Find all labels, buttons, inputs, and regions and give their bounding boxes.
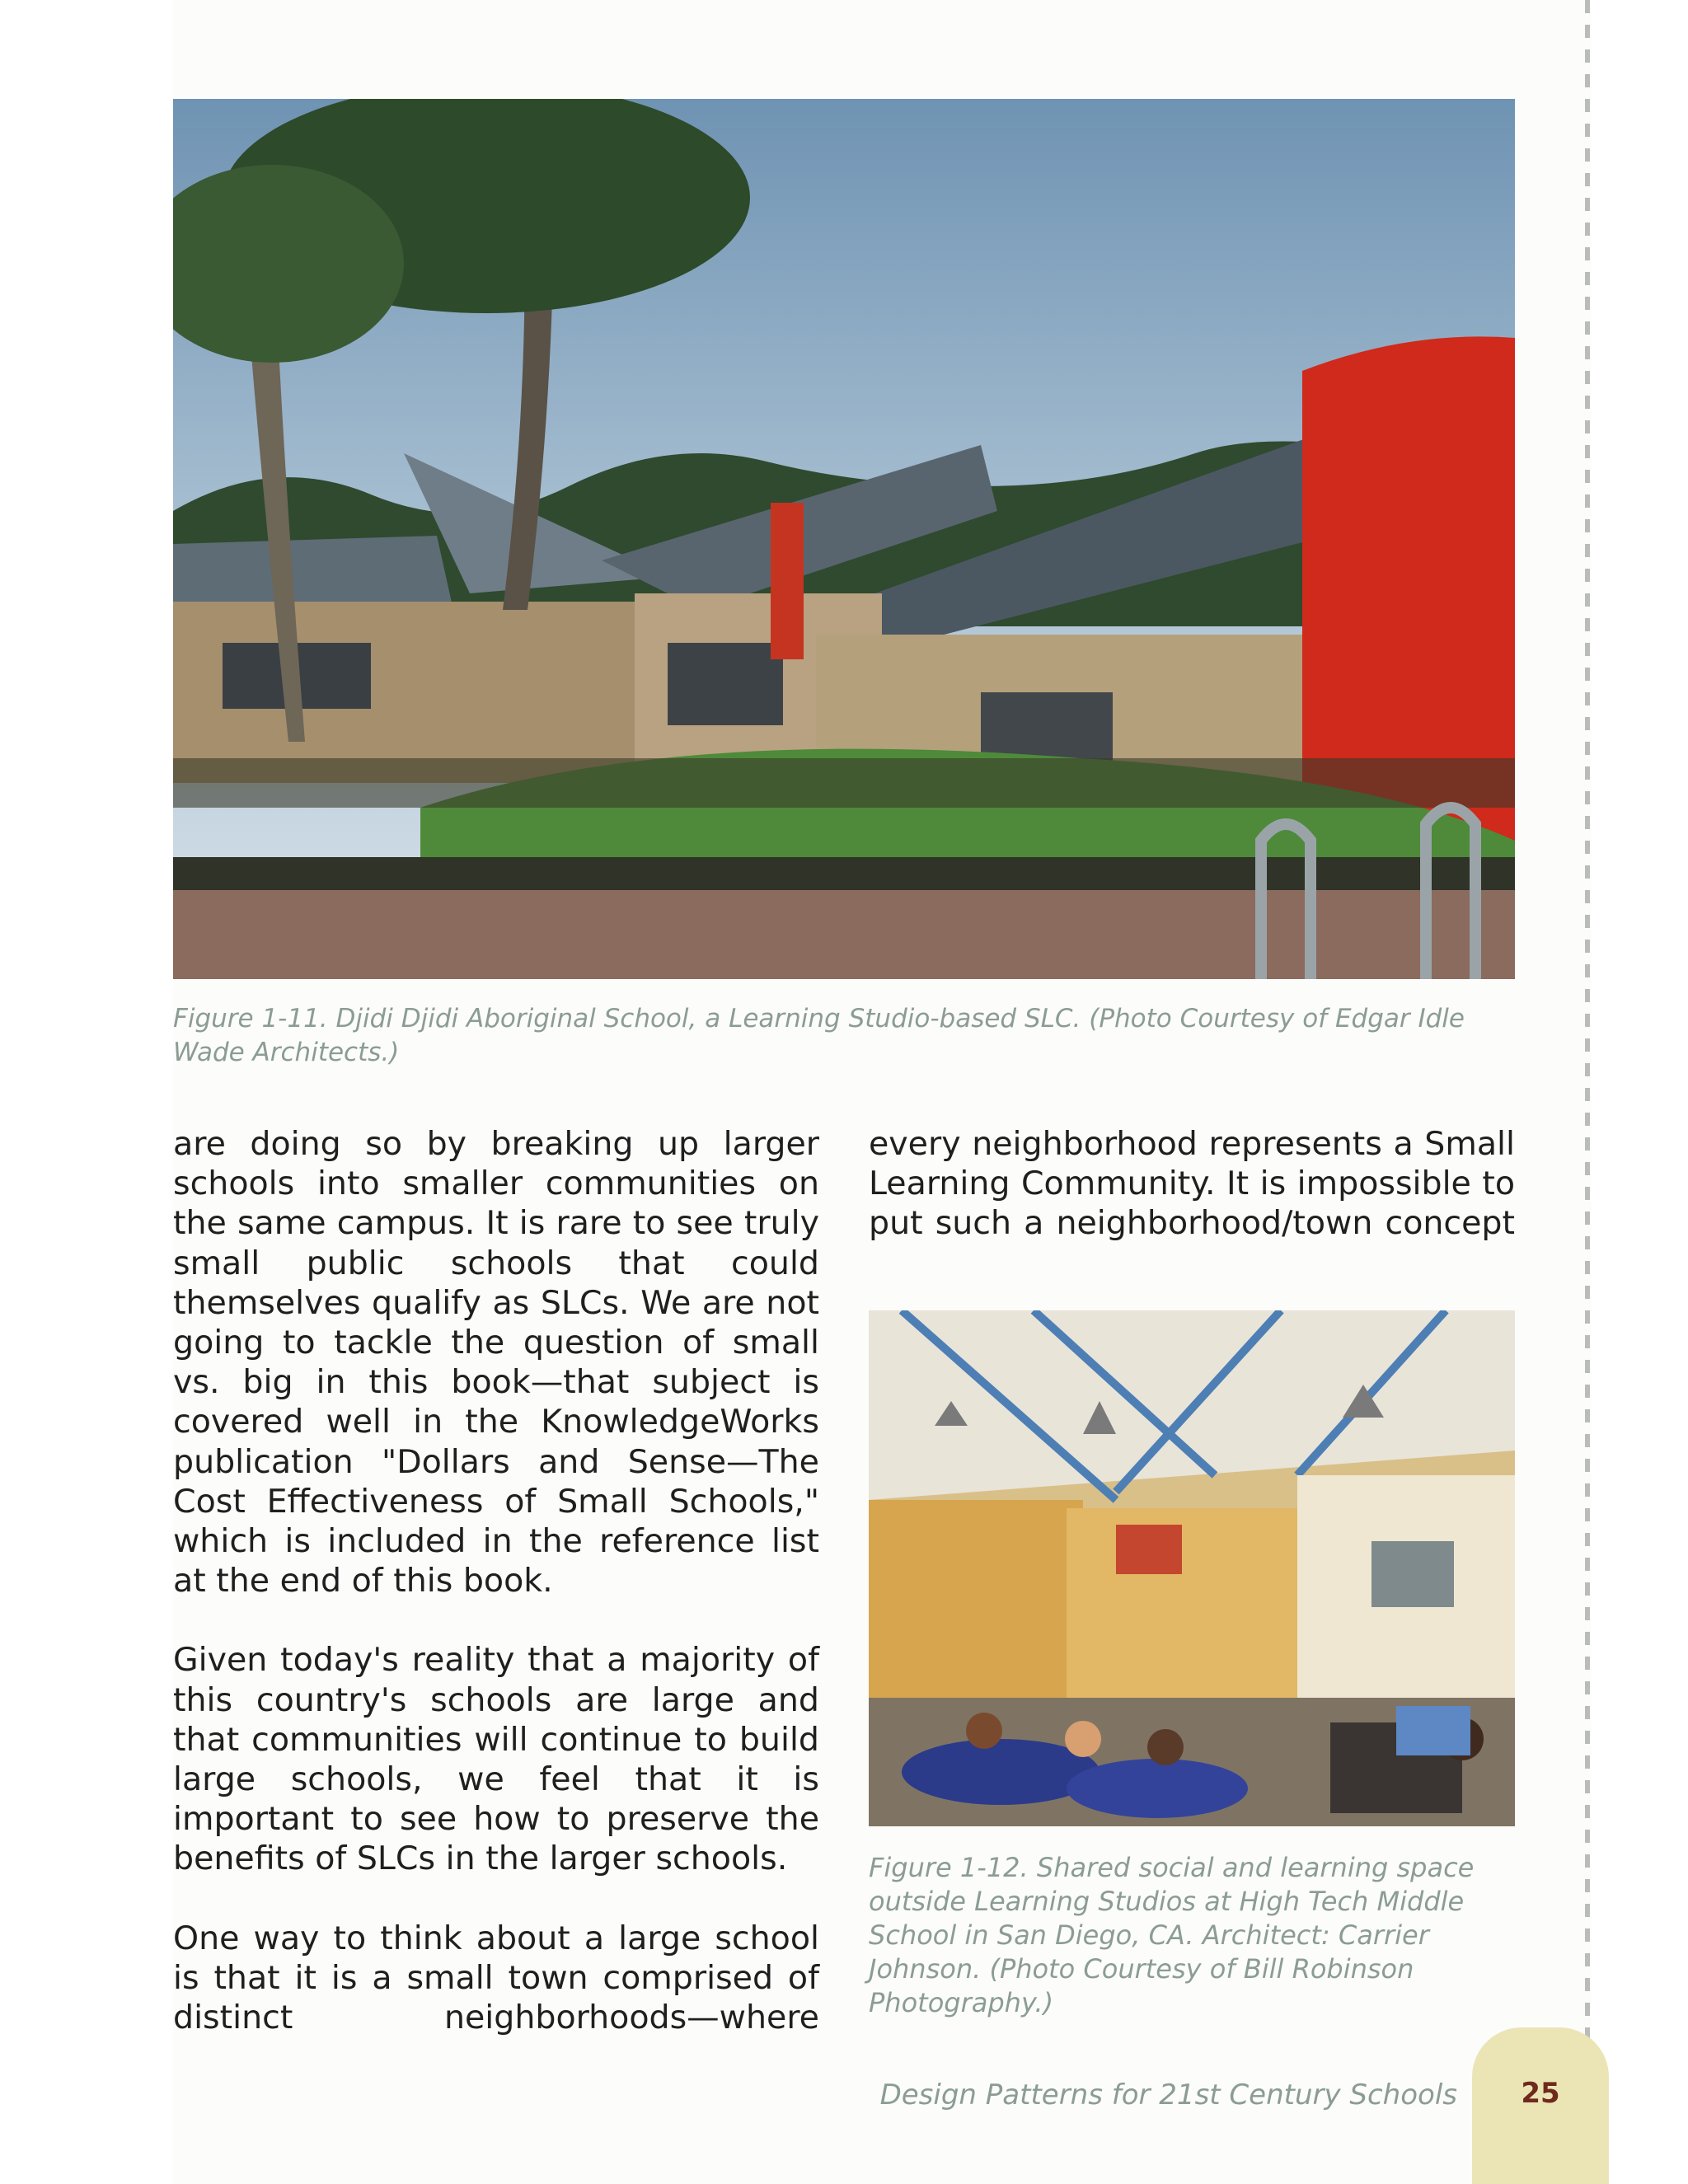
paragraph: are doing so by breaking up larger schools into smaller communities on the same campus. It is rare to see truly small public schools that could themselves qualify as SLCs. We are not going to tackle the question of small vs. big in this book—that subject is covered well in the KnowledgeWorks publication "Dollars and Sense—The Cost Effectiveness of Small Schools," which is included in the reference list at the end of this book.: [173, 1125, 819, 1601]
paragraph: Given today's reality that a majority of this country's schools are large and that communities will continue to build large schools, we feel that it is important to see how to preserve the benefits of SLCs in the larger schools.: [173, 1641, 819, 1878]
left-text-column: [173, 1124, 819, 2077]
right-text-column: [869, 1124, 1515, 1283]
paragraph: One way to think about a large school is that it is a small town comprised of distinct neighborhoods—where: [173, 1919, 819, 2037]
running-footer-title: Design Patterns for 21st Century Schools: [879, 2079, 1457, 2111]
figure-1-12-photo: [869, 1310, 1515, 1826]
page-number: 25: [1521, 2077, 1560, 2110]
figure-1-12-caption: Figure 1-12. Shared social and learning space outside Learning Studios at High Tech Middle School in San Diego, CA. Architect: Carrier Johnson. (Photo Courtesy of Bill Robinson Photography.): [869, 1852, 1475, 2018]
paragraph: every neighborhood represents a Small Learning Community. It is impossible to put such a neighborhood/town concept: [869, 1125, 1515, 1243]
figure-1-11-photo: [173, 99, 1515, 979]
figure-1-11-caption: Figure 1-11. Djidi Djidi Aboriginal School, a Learning Studio-based SLC. (Photo Courtesy of Edgar Idle Wade Architects.): [173, 1004, 1465, 1067]
dashed-margin-rule: [1585, 0, 1590, 2184]
